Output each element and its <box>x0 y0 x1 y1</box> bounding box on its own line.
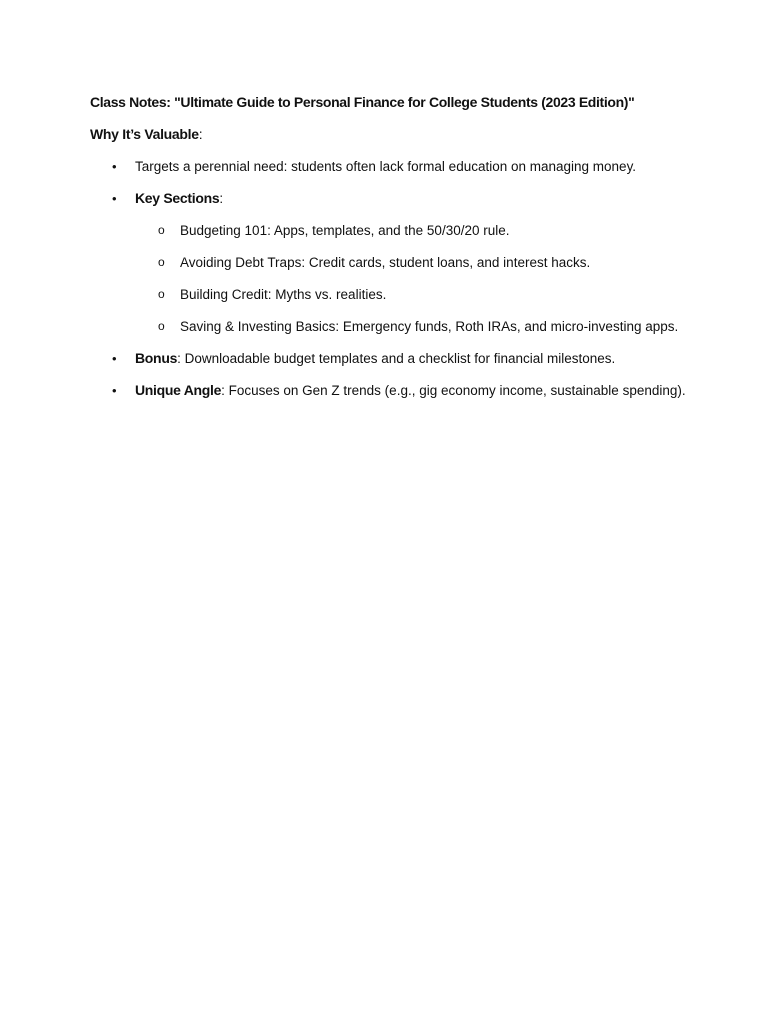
bullet-marker: • <box>112 351 117 366</box>
bullet-list <box>90 156 690 401</box>
bullet-lead: Key Sections <box>135 190 220 206</box>
document-body <box>90 92 690 412</box>
bullet-item-bonus <box>90 348 690 369</box>
bullet-marker: • <box>112 383 117 398</box>
bullet-item-unique-angle <box>90 380 690 401</box>
why-valuable-colon: : <box>198 126 203 142</box>
bullet-item-perennial-need <box>90 156 690 177</box>
sub-bullet-budgeting <box>135 220 690 241</box>
sub-bullet-marker: o <box>158 319 165 333</box>
sub-bullet-text: Building Credit: Myths vs. realities. <box>180 287 387 302</box>
document-title: Class Notes: "Ultimate Guide to Personal Finance for College Students (2023 Edition)" <box>90 94 635 110</box>
sub-bullet-marker: o <box>158 223 165 237</box>
bullet-text: Targets a perennial need: students often lack formal education on managing money. <box>135 159 637 174</box>
why-valuable-label: Why It’s Valuable <box>90 126 199 142</box>
sub-bullet-text: Budgeting 101: Apps, templates, and the 50/30/20 rule. <box>180 223 510 238</box>
sub-bullet-text: Avoiding Debt Traps: Credit cards, student loans, and interest hacks. <box>180 255 591 270</box>
sub-bullet-list <box>135 220 690 337</box>
why-valuable-heading <box>90 124 690 144</box>
sub-bullet-text: Saving & Investing Basics: Emergency funds, Roth IRAs, and micro-investing apps. <box>180 319 679 334</box>
bullet-marker: • <box>112 191 117 206</box>
sub-bullet-marker: o <box>158 287 165 301</box>
bullet-rest: : Downloadable budget templates and a checklist for financial milestones. <box>177 351 616 366</box>
bullet-lead: Unique Angle <box>135 382 222 398</box>
sub-bullet-marker: o <box>158 255 165 269</box>
sub-bullet-saving-investing <box>135 316 690 337</box>
bullet-marker: • <box>112 159 117 174</box>
bullet-lead: Bonus <box>135 350 178 366</box>
bullet-item-key-sections <box>90 188 690 337</box>
bullet-rest: : Focuses on Gen Z trends (e.g., gig economy income, sustainable spending). <box>221 383 686 398</box>
sub-bullet-debt-traps <box>135 252 690 273</box>
sub-bullet-building-credit <box>135 284 690 305</box>
bullet-rest: : <box>219 191 224 206</box>
